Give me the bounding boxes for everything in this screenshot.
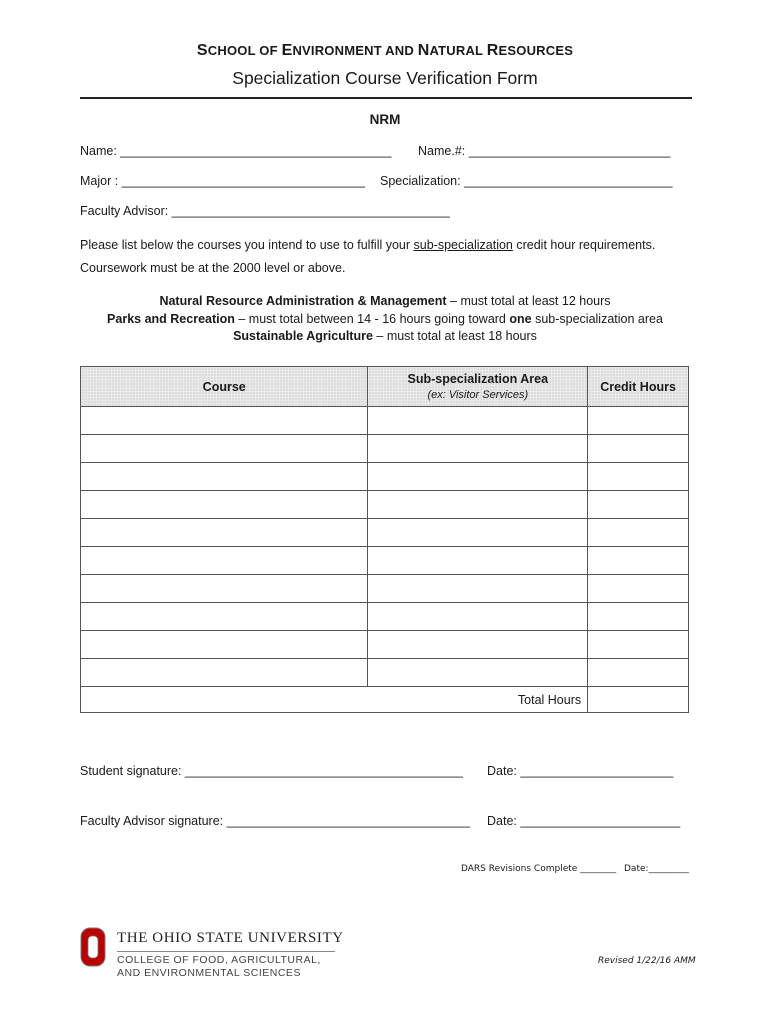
advisor-signature-line[interactable]: Faculty Advisor signature: ___________________________________ bbox=[80, 814, 470, 828]
credit-hours-cell[interactable] bbox=[588, 407, 689, 435]
instructions-line-2: Coursework must be at the 2000 level or above. bbox=[80, 261, 346, 275]
major-field[interactable]: Major : ___________________________________ bbox=[80, 174, 365, 188]
subspecialization-cell[interactable] bbox=[368, 631, 588, 659]
credit-hours-cell[interactable] bbox=[588, 519, 689, 547]
dars-revisions-line[interactable]: DARS Revisions Complete ________ bbox=[461, 864, 617, 874]
table-header-row bbox=[81, 367, 689, 407]
subspecialization-cell[interactable] bbox=[368, 519, 588, 547]
course-cell[interactable] bbox=[81, 603, 368, 631]
student-date-line[interactable]: Date: ______________________ bbox=[487, 764, 674, 778]
header-subspecialization: Sub-specialization Area (ex: Visitor Services) bbox=[368, 367, 588, 407]
school-title: SCHOOL OF ENVIRONMENT AND NATURAL RESOURCES bbox=[196, 42, 574, 59]
table-row bbox=[81, 547, 689, 575]
program-heading: NRM bbox=[369, 112, 401, 127]
course-table bbox=[80, 366, 689, 713]
student-signature-line[interactable]: Student signature: ________________________________________ bbox=[80, 764, 464, 778]
course-cell[interactable] bbox=[81, 463, 368, 491]
credit-hours-cell[interactable] bbox=[588, 659, 689, 687]
instructions-line-1: Please list below the courses you intend to use to fulfill your sub-specialization credit hour requirements. bbox=[80, 238, 656, 252]
credit-hours-cell[interactable] bbox=[588, 463, 689, 491]
subspecialization-cell[interactable] bbox=[368, 547, 588, 575]
table-row bbox=[81, 435, 689, 463]
course-cell[interactable] bbox=[81, 435, 368, 463]
subspecialization-cell[interactable] bbox=[368, 491, 588, 519]
subspecialization-cell[interactable] bbox=[368, 435, 588, 463]
table-row bbox=[81, 631, 689, 659]
requirement-parks: Parks and Recreation – must total between 14 - 16 hours going toward one sub-specialization area bbox=[107, 312, 663, 326]
course-cell[interactable] bbox=[81, 631, 368, 659]
credit-hours-cell[interactable] bbox=[588, 631, 689, 659]
total-hours-cell[interactable] bbox=[588, 687, 689, 713]
total-hours-label: Total Hours bbox=[81, 687, 588, 713]
course-cell[interactable] bbox=[81, 575, 368, 603]
table-row bbox=[81, 659, 689, 687]
subspecialization-cell[interactable] bbox=[368, 659, 588, 687]
logo-divider bbox=[117, 951, 335, 952]
name-field[interactable]: Name: _______________________________________ bbox=[80, 144, 392, 158]
requirement-nram: Natural Resource Administration & Management – must total at least 12 hours bbox=[159, 294, 611, 308]
credit-hours-cell[interactable] bbox=[588, 491, 689, 519]
table-row bbox=[81, 463, 689, 491]
subspecialization-cell[interactable] bbox=[368, 575, 588, 603]
table-row bbox=[81, 491, 689, 519]
subspecialization-cell[interactable] bbox=[368, 407, 588, 435]
specialization-field[interactable]: Specialization: ______________________________ bbox=[380, 174, 673, 188]
requirement-sustainable-ag: Sustainable Agriculture – must total at least 18 hours bbox=[233, 329, 537, 343]
course-cell[interactable] bbox=[81, 491, 368, 519]
subspecialization-example: (ex: Visitor Services) bbox=[427, 389, 529, 401]
credit-hours-cell[interactable] bbox=[588, 603, 689, 631]
subspecialization-cell[interactable] bbox=[368, 603, 588, 631]
course-cell[interactable] bbox=[81, 547, 368, 575]
course-cell[interactable] bbox=[81, 407, 368, 435]
header-credit-hours: Credit Hours bbox=[588, 367, 689, 407]
credit-hours-cell[interactable] bbox=[588, 575, 689, 603]
credit-hours-cell[interactable] bbox=[588, 547, 689, 575]
sub-specialization-underlined: sub-specialization bbox=[413, 238, 513, 252]
subspecialization-cell[interactable] bbox=[368, 463, 588, 491]
course-cell[interactable] bbox=[81, 519, 368, 547]
dars-date-line[interactable]: Date:_________ bbox=[624, 864, 690, 874]
table-row bbox=[81, 575, 689, 603]
revised-note: Revised 1/22/16 AMM bbox=[598, 956, 696, 966]
table-row bbox=[81, 519, 689, 547]
form-title: Specialization Course Verification Form bbox=[232, 68, 538, 88]
university-name: THE OHIO STATE UNIVERSITY bbox=[117, 930, 344, 946]
credit-hours-cell[interactable] bbox=[588, 435, 689, 463]
faculty-advisor-field[interactable]: Faculty Advisor: ________________________________________ bbox=[80, 204, 450, 218]
name-number-field[interactable]: Name.#: _____________________________ bbox=[418, 144, 671, 158]
total-row bbox=[81, 687, 689, 713]
college-name: COLLEGE OF FOOD, AGRICULTURAL, AND ENVIRONMENTAL SCIENCES bbox=[117, 954, 321, 979]
table-row bbox=[81, 407, 689, 435]
course-cell[interactable] bbox=[81, 659, 368, 687]
header-divider bbox=[80, 97, 692, 99]
osu-block-o-logo-icon bbox=[80, 927, 106, 967]
table-row bbox=[81, 603, 689, 631]
advisor-date-line[interactable]: Date: _______________________ bbox=[487, 814, 681, 828]
header-course: Course bbox=[81, 367, 368, 407]
